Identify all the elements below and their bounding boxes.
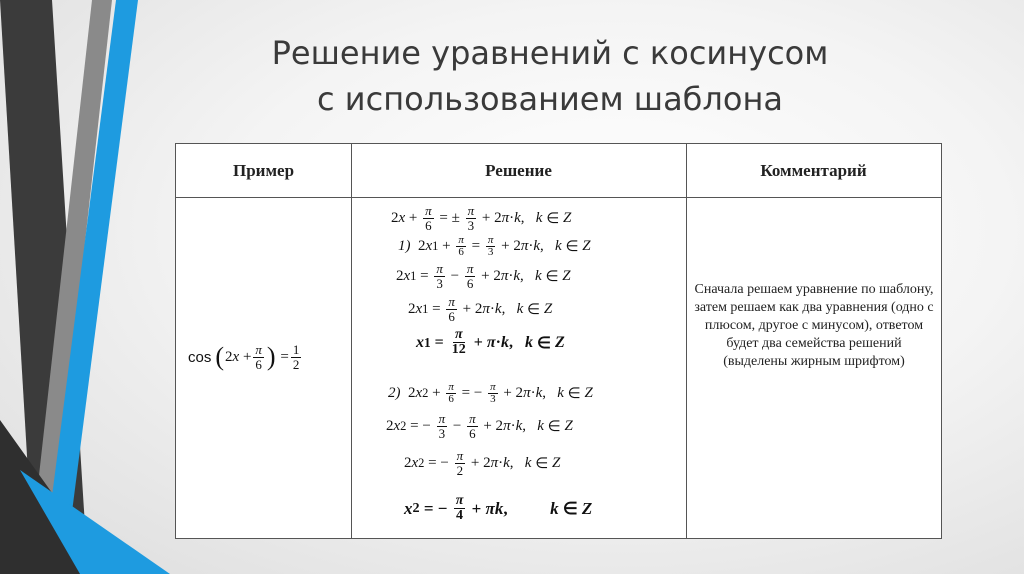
solution-table — [175, 143, 942, 539]
cos-function: cos — [188, 348, 212, 366]
solution-line-7: 2 x 2 = − $\frac{\pi}{3}$ − $\frac{\pi}{6}$ + 2 π · k , k ∈ Z — [386, 411, 573, 441]
solution-answer-2: x 2 = − $\frac{\pi}{4}$ + πk , k ∈ Z — [404, 493, 593, 523]
header-divider — [176, 197, 941, 198]
comment-text: Сначала решаем уравнение по шаблону, затем решаем как два уравнения (одно с плюсом, другое с минусом), ответом будет два семейства решений (выделены жирным шрифтом) — [694, 282, 934, 369]
header-example: Пример — [176, 144, 352, 197]
solution-line-8: 2 x 2 = − $\frac{\pi}{2}$ + 2 π · k , k ∈ Z — [404, 448, 561, 478]
solution-line-4: 2 x 1 = $\frac{\pi}{6}$ + 2 π · k , k ∈ Z — [408, 294, 553, 324]
title-line-1: Решение уравнений с косинусом — [271, 34, 829, 72]
header-comment: Комментарий — [760, 161, 867, 180]
solution-line-2: 1) 2 x 1 + $\frac{\pi}{6}$ = $\frac{\pi}{3}$ + 2 π · k , k ∈ Z — [398, 234, 591, 258]
solution-line-1: 2 x + $\frac{\pi}{6}$ = ± $\frac{\pi}{3}$ + 2 π · k , k ∈ Z — [391, 203, 572, 233]
title-line-2: с использованием шаблона — [317, 80, 783, 118]
solution-line-6: 2) 2 x 2 + $\frac{\pi}{6}$ = − $\frac{\pi}{3}$ + 2 π · k , k ∈ Z — [388, 381, 593, 405]
solution-answer-1: x 1 = $\frac{\pi}{12}$ + π · k , k ∈ Z — [416, 327, 565, 357]
solution-line-3: 2 x 1 = $\frac{\pi}{3}$ − $\frac{\pi}{6}$ + 2 π · k , k ∈ Z — [396, 261, 571, 291]
example-equation: cos ( 2 x + $\frac{\pi}{6}$ ) = $\frac{1}{2}$ — [188, 341, 300, 372]
header-solution: Решение — [351, 144, 687, 197]
slide-title — [170, 30, 930, 122]
column-divider-1 — [351, 197, 352, 538]
column-divider-2 — [686, 197, 687, 538]
